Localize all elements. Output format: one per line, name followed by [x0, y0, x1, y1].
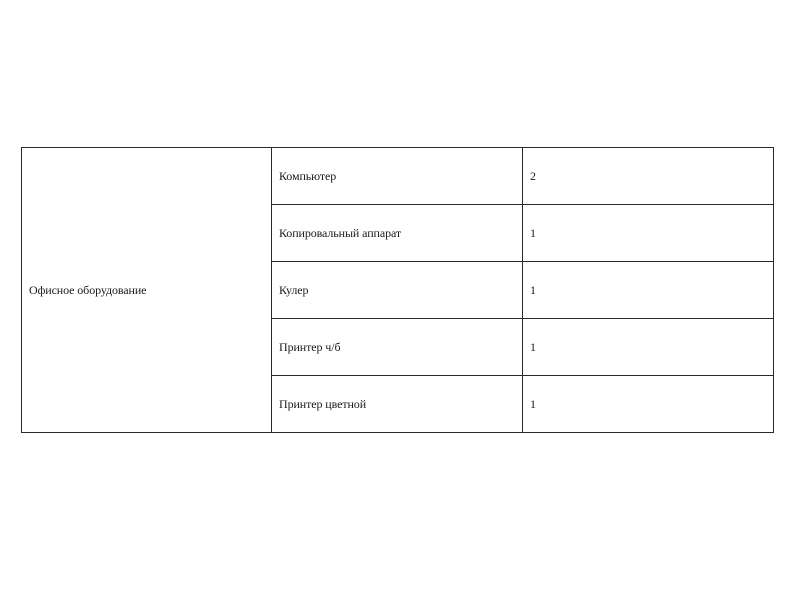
item-qty-cell: 1 [523, 262, 774, 319]
item-qty-cell: 2 [523, 148, 774, 205]
equipment-table [21, 147, 774, 433]
item-qty-cell: 1 [523, 319, 774, 376]
table-row [22, 148, 774, 205]
category-cell: Офисное оборудование [22, 148, 272, 433]
item-name-cell: Принтер ч/б [272, 319, 523, 376]
item-qty-cell: 1 [523, 376, 774, 433]
item-name-cell: Копировальный аппарат [272, 205, 523, 262]
item-name-cell: Кулер [272, 262, 523, 319]
item-name-cell: Принтер цветной [272, 376, 523, 433]
item-qty-cell: 1 [523, 205, 774, 262]
item-name-cell: Компьютер [272, 148, 523, 205]
